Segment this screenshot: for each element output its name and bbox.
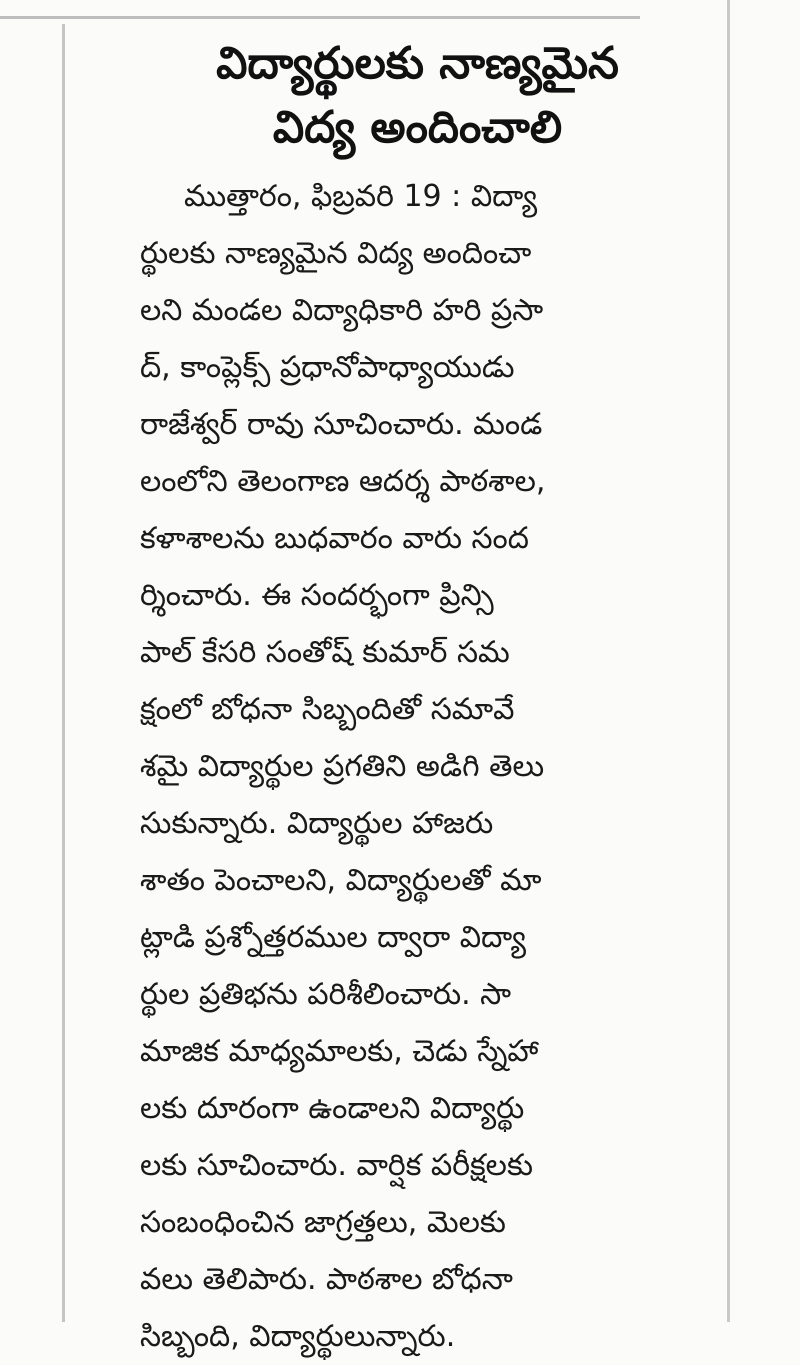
body-line-dateline: ముత్తారం, ఫిబ్రవరి 19 : విద్యా	[184, 179, 538, 214]
top-column-rule	[0, 16, 640, 19]
article-headline	[140, 32, 695, 160]
body-line: సిబ్బంది, విద్యార్థులున్నారు.	[140, 1319, 456, 1354]
body-line: ర్థుల ప్రతిభను పరిశీలించారు. సా	[140, 977, 512, 1012]
body-line: ట్లాడి ప్రశ్నోత్తరముల ద్వారా విద్యా	[140, 920, 526, 955]
body-line: లంలోని తెలంగాణ ఆదర్శ పాఠశాల,	[140, 464, 546, 499]
body-line: ర్శించారు. ఈ సందర్భంగా ప్రిన్సి	[140, 578, 494, 613]
headline-line-1: విద్యార్థులకు నాణ్యమైన	[216, 38, 619, 89]
body-line: క్షంలో బోధనా సిబ్బందితో సమావే	[140, 692, 515, 727]
body-line: పాల్ కేసరి సంతోష్ కుమార్ సమ	[140, 635, 510, 670]
body-line: సుకున్నారు. విద్యార్థుల హాజరు	[140, 806, 494, 841]
body-line: కళాశాలను బుధవారం వారు సంద	[140, 521, 529, 556]
headline-line-2: విద్య అందించాలి	[272, 102, 563, 153]
body-line: లకు దూరంగా ఉండాలని విద్యార్థు	[140, 1091, 525, 1126]
body-line: శమై విద్యార్థుల ప్రగతిని అడిగి తెలు	[140, 749, 545, 784]
body-line: రాజేశ్వర్ రావు సూచించారు. మండ	[140, 407, 543, 442]
article-body	[140, 168, 660, 1365]
body-line: లకు సూచించారు. వార్షిక పరీక్షలకు	[140, 1148, 533, 1183]
right-column-rule	[727, 0, 730, 1322]
body-line: ద్, కాంప్లెక్స్ ప్రధానోపాధ్యాయుడు	[140, 350, 515, 385]
body-line: వలు తెలిపారు. పాఠశాల బోధనా	[140, 1262, 513, 1297]
left-column-rule	[62, 24, 65, 1322]
body-line: శాతం పెంచాలని, విద్యార్థులతో మా	[140, 863, 542, 898]
body-line: లని మండల విద్యాధికారి హరి ప్రసా	[140, 293, 544, 328]
body-line: సంబంధించిన జాగ్రత్తలు, మెలకు	[140, 1205, 506, 1240]
body-line: ర్థులకు నాణ్యమైన విద్య అందించా	[140, 236, 532, 271]
body-line: మాజిక మాధ్యమాలకు, చెడు స్నేహా	[140, 1034, 539, 1069]
